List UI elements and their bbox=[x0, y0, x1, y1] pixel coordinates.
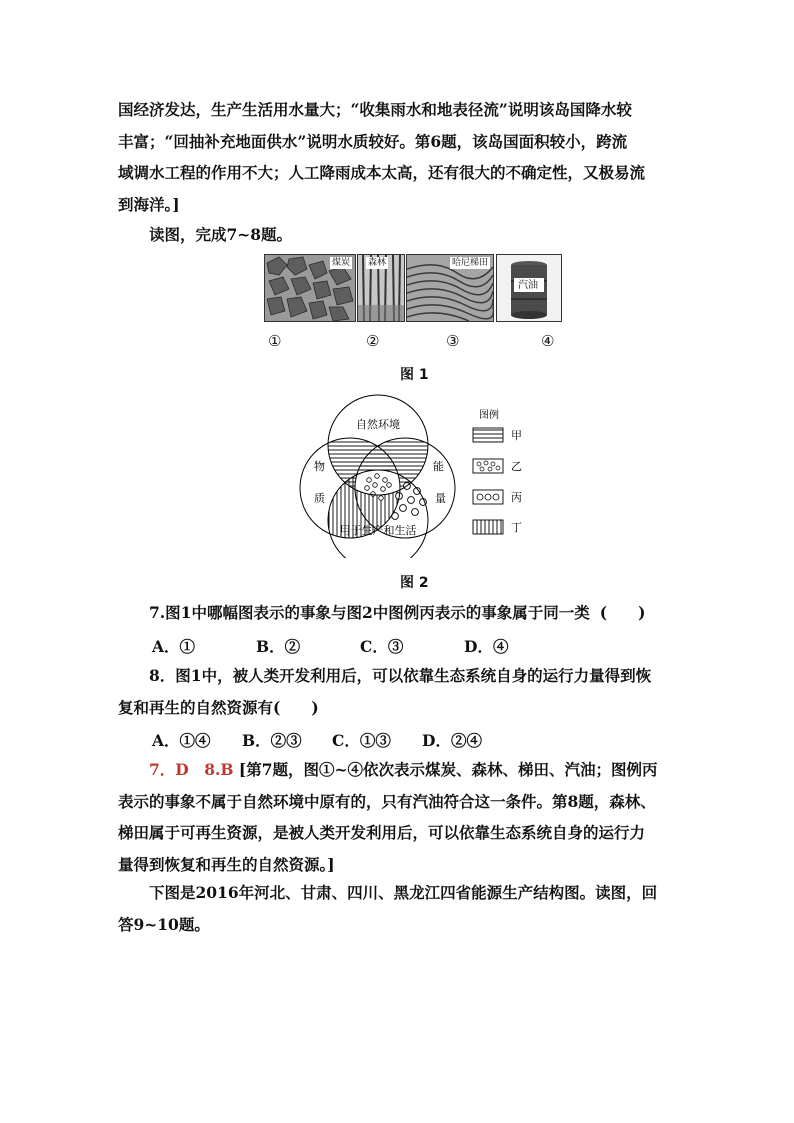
label-matter-2: 质 bbox=[314, 492, 325, 505]
label-energy-1: 能 bbox=[433, 460, 444, 473]
q7-option-c: C．③ bbox=[360, 637, 404, 656]
prompt-text: 读图，完成7~8题。 bbox=[149, 225, 293, 244]
forest-photo bbox=[357, 254, 405, 322]
legend-title: 图例 bbox=[479, 410, 499, 421]
coal-photo bbox=[264, 254, 356, 322]
answer-line-1: [第7题，图①~④依次表示煤炭、森林、梯田、汽油；图例丙 bbox=[238, 760, 658, 779]
legend-label-bing: 丙 bbox=[511, 491, 522, 504]
figure1-caption: 图 1 bbox=[400, 367, 429, 383]
question-8-line-1: 8．图1中，被人类开发利用后，可以依靠生态系统自身的运行力量得到恢 bbox=[149, 666, 652, 685]
terrace-photo bbox=[406, 254, 494, 322]
question-8-line-2: 复和再生的自然资源有( ) bbox=[118, 697, 319, 717]
intro-paragraph bbox=[118, 94, 678, 220]
label-energy-2: 量 bbox=[435, 492, 446, 505]
next-line-1: 下图是2016年河北、甘肃、四川、黑龙江四省能源生产结构图。读图，回 bbox=[149, 883, 658, 902]
legend-swatch-jia bbox=[473, 428, 503, 442]
photo-number-3: ③ bbox=[446, 332, 460, 350]
question-8-options bbox=[152, 729, 482, 751]
gasoline-photo bbox=[496, 254, 562, 322]
legend-swatch-ding bbox=[473, 520, 503, 534]
question-7-paren: ( ) bbox=[599, 603, 646, 622]
answer-line-4: 量得到恢复和再生的自然资源。] bbox=[118, 854, 335, 874]
question-8 bbox=[118, 660, 678, 723]
answer-line-2: 表示的事象不属于自然环境中原有的，只有汽油符合这一条件。第8题，森林、 bbox=[118, 791, 656, 811]
legend-label-yi: 乙 bbox=[511, 460, 522, 473]
photo-number-1: ① bbox=[268, 332, 282, 350]
q8-option-d: D．②④ bbox=[422, 731, 482, 750]
label-natural-environment: 自然环境 bbox=[356, 418, 400, 431]
q8-option-b: B．②③ bbox=[242, 731, 302, 750]
q7-option-b: B．② bbox=[256, 637, 301, 656]
next-section-intro bbox=[118, 877, 678, 940]
q8-option-a: A．①④ bbox=[152, 731, 211, 750]
photo-number-2: ② bbox=[366, 332, 380, 350]
intro-line-2: 丰富；“回抽补充地面供水”说明水质较好。第6题，该岛国面积较小，跨流 bbox=[118, 131, 628, 151]
question-7-stem: 7.图1中哪幅图表示的事象与图2中图例丙表示的事象属于同一类 bbox=[149, 603, 590, 622]
photo-number-4: ④ bbox=[541, 332, 555, 350]
figure2-caption: 图 2 bbox=[400, 575, 429, 591]
coal-label: 煤炭 bbox=[331, 258, 350, 268]
answer-keys: 7．D 8.B bbox=[149, 760, 234, 779]
legend-label-jia: 甲 bbox=[511, 429, 522, 442]
intro-line-4: 到海洋。] bbox=[118, 194, 180, 214]
answer-explanation bbox=[118, 754, 678, 880]
intro-line-1: 国经济发达，生产生活用水量大；“收集雨水和地表径流”说明该岛国降水较 bbox=[118, 100, 632, 119]
gasoline-label: 汽油 bbox=[518, 280, 538, 291]
label-production-life: 用于生产和生活 bbox=[339, 524, 417, 537]
q8-option-c: C．①③ bbox=[332, 731, 391, 750]
terrace-label: 哈尼梯田 bbox=[451, 258, 488, 268]
legend-label-ding: 丁 bbox=[511, 521, 522, 534]
answer-line-3: 梯田属于可再生资源，是被人类开发利用后，可以依靠生态系统自身的运行力 bbox=[118, 823, 646, 842]
venn-diagram bbox=[295, 388, 535, 558]
question-7-options bbox=[152, 635, 508, 657]
intro-line-3: 域调水工程的作用不大；人工降雨成本太高，还有很大的不确定性，又极易流 bbox=[118, 163, 646, 182]
next-line-2: 答9~10题。 bbox=[118, 914, 210, 934]
label-matter-1: 物 bbox=[314, 460, 325, 473]
q7-option-d: D．④ bbox=[464, 637, 509, 656]
question-7 bbox=[118, 597, 678, 629]
q7-option-a: A．① bbox=[152, 637, 196, 656]
forest-label: 森林 bbox=[368, 258, 387, 268]
